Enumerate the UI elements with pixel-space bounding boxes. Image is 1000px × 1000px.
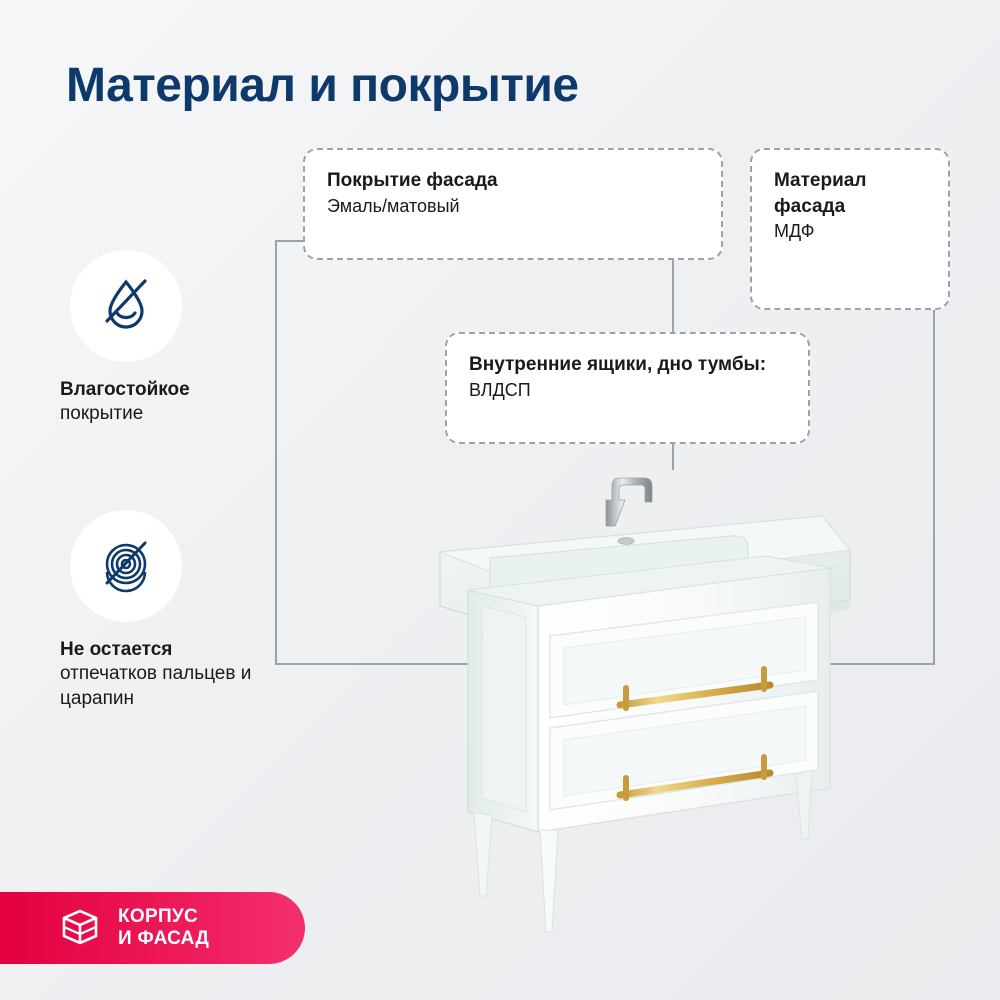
- badge-label-line2: И ФАСАД: [118, 928, 210, 949]
- badge-label-line1: КОРПУС: [118, 905, 199, 927]
- feature-no-fingerprints: [60, 510, 310, 711]
- fingerprint-crossed-icon: [94, 532, 158, 601]
- feature-no-fingerprints-plain: отпечатков пальцев и царапин: [60, 663, 252, 709]
- callout-facade-coating: [303, 148, 723, 260]
- badge-korpus-i-fasad: [0, 892, 305, 964]
- page-title: Материал и покрытие: [66, 59, 579, 112]
- callout-facade-material-title: Материал фасада: [774, 170, 867, 217]
- callout-inner-boxes-line: [469, 352, 786, 402]
- callout-facade-coating-title: Покрытие фасада: [327, 170, 498, 191]
- feature-no-fingerprints-circle: [70, 510, 182, 622]
- water-drop-crossed-icon: [94, 272, 158, 341]
- callout-facade-material: [750, 148, 950, 310]
- callout-facade-material-value: МДФ: [774, 221, 815, 242]
- callout-inner-boxes-value: ВЛДСП: [469, 379, 531, 400]
- product-image-bathroom-vanity: [430, 440, 900, 960]
- callout-inner-boxes: [445, 332, 810, 444]
- badge-label: [118, 906, 209, 951]
- callout-inner-boxes-title: Внутренние ящики, дно тумбы:: [469, 354, 767, 375]
- feature-water-resistant-text: [60, 378, 310, 427]
- feature-water-resistant-plain: покрытие: [60, 403, 144, 425]
- feature-no-fingerprints-text: [60, 638, 310, 711]
- feature-water-resistant: [60, 250, 310, 427]
- box-3d-icon: [58, 904, 102, 953]
- feature-no-fingerprints-strong: Не остается: [60, 639, 173, 660]
- callout-facade-coating-value: Эмаль/матовый: [327, 195, 460, 216]
- connector-line-top-left: [275, 240, 305, 242]
- feature-water-resistant-strong: Влагостойкое: [60, 379, 190, 400]
- feature-water-resistant-circle: [70, 250, 182, 362]
- connector-line-right-vertical: [933, 310, 935, 665]
- faucet: [606, 478, 652, 526]
